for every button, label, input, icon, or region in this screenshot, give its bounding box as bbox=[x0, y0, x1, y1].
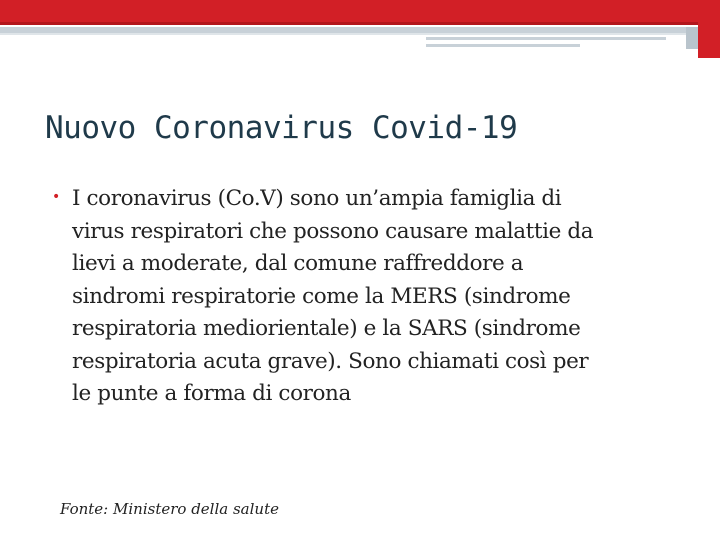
bullet-icon: • bbox=[52, 189, 61, 205]
header-corner-block bbox=[686, 27, 698, 49]
bullet-line: virus respiratori che possono causare malattie da bbox=[72, 218, 594, 244]
top-band-shadow bbox=[0, 22, 720, 25]
header-shorter-stripe bbox=[426, 44, 580, 47]
bullet-line: lievi a moderate, dal comune raffreddore a bbox=[72, 251, 524, 276]
slide-title: Nuovo Coronavirus Covid-19 bbox=[45, 110, 518, 146]
header-light-stripe bbox=[0, 33, 698, 35]
bullet-line: respiratoria mediorientale) e la SARS (sindrome bbox=[72, 316, 581, 341]
source-note: Fonte: Ministero della salute bbox=[60, 500, 279, 518]
bullet-line: respiratoria acuta grave). Sono chiamati così per bbox=[72, 348, 589, 374]
bullet-item bbox=[52, 183, 692, 411]
bullet-text bbox=[72, 183, 686, 411]
bullet-line: le punte a forma di corona bbox=[72, 381, 351, 406]
top-right-red-block bbox=[698, 0, 720, 58]
bullet-line: sindromi respiratorie come la MERS (sindrome bbox=[72, 283, 571, 309]
top-red-band bbox=[0, 0, 720, 24]
header-short-stripe bbox=[426, 37, 666, 40]
bullet-line: I coronavirus (Co.V) sono un’ampia famiglia di bbox=[72, 186, 562, 211]
